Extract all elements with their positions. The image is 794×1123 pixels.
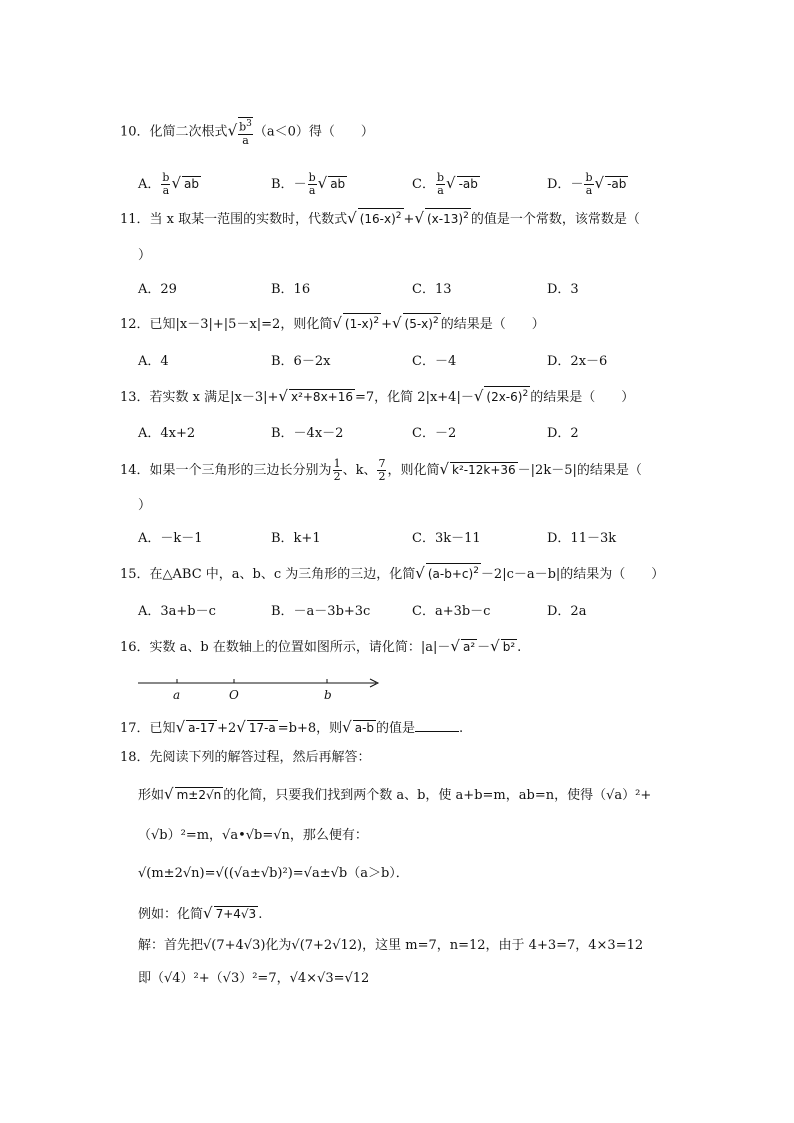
radical-sign-icon: √ [414,209,424,227]
radical-sign-icon: √ [171,174,181,192]
option-b[interactable]: B．－a－3b+3c [271,604,371,619]
question-text: 已知 [149,721,176,736]
label-b: b [324,688,332,702]
option-b[interactable]: B．6－2x [271,354,331,369]
question-14: 14．如果一个三角形的三边长分别为 $\frac{1}{2}$ 、k、 $\frac{7}{2}$ ，则化简√ k²-12k+36 －|2k－5|的结果是（ [120,457,642,483]
radical-sign-icon: √ [164,785,174,803]
option-a[interactable]: A． $\frac{b}{a}$ √ ab [138,171,199,197]
question-condition: （a＜0）得（ ） [253,124,374,140]
radical-sign-icon: √ [446,174,456,192]
question-number: 10． [120,124,150,140]
option-a[interactable]: A．29 [138,282,177,297]
q18-line-3: √(m±2√n)=√((√a±√b)²)=√a±√b（a＞b）． [138,866,409,881]
question-11: 11．当 x 取某一范围的实数时，代数式√ $(16-x)^2$ +√ $(x-13)^2$ 的值是一个常数，该常数是（ [120,209,640,227]
radical-sign-icon: √ [278,387,288,405]
radical-sign-icon: √ [415,564,425,582]
radical-sign-icon: √ [203,904,213,922]
question-15: 15．在△ABC 中，a、b、c 为三角形的三边，化简√ $(a-b+c)^2 -2|c-a-b|$的结果为（ ） [120,564,665,582]
question-text: 先阅读下列的解答过程，然后再解答： [149,750,371,765]
label-o: O [229,688,239,702]
question-12: 12．已知|x－3|+|5－x|=2，则化简√ $(1-x)^2$ +√ $(5-x)^2$ 的结果是（ ） [120,314,545,332]
radical-sign-icon: √ [594,174,605,192]
q18-line-5: 解：首先把√(7+4√3)化为√(7+2√12)，这里 m=7，n=12，由于 4+3=7，4×3=12 [138,938,644,953]
option-d[interactable]: D．－ $\frac{b}{a}$ √ -ab [547,171,627,197]
option-d[interactable]: D．3 [547,282,579,297]
option-b[interactable]: B．k+1 [271,531,321,546]
question-number: 11． [120,212,150,227]
option-c[interactable]: C．－4 [412,354,457,369]
number-line [136,672,386,704]
option-a[interactable]: A．4 [138,354,169,369]
option-d[interactable]: D．2 [547,426,579,441]
question-18 [120,748,371,768]
option-c[interactable]: C．3k－11 [412,531,481,546]
q18-line-6: 即（√4）²+（√3）²=7，√4×√3=√12 [138,971,370,986]
question-number: 14． [120,463,150,478]
radical-sign-icon: √ [347,209,357,227]
question-text: 当 x 取某一范围的实数时，代数式 [149,212,348,227]
option-b[interactable]: B．－ $\frac{b}{a}$ √ ab [271,171,346,197]
question-number: 12． [120,317,150,332]
question-14-continuation: ） [138,498,152,513]
answer-blank[interactable] [415,719,459,732]
question-text: 已知|x－3|+|5－x|=2，则化简 [149,317,333,332]
option-b[interactable]: B．－4x－2 [271,426,344,441]
option-a[interactable]: A．3a+b－c [138,604,216,619]
option-c[interactable]: C． $\frac{b}{a}$ √ -ab [412,171,478,197]
option-b[interactable]: B．16 [271,282,311,297]
question-number: 18． [120,750,150,765]
question-text: 实数 a、b 在数轴上的位置如图所示，请化简：|a|－ [149,640,451,655]
radical-sign-icon: √ [342,718,352,736]
question-text: 化简二次根式 [149,124,228,140]
label-a: a [173,688,181,702]
option-d[interactable]: D．2x－6 [547,354,608,369]
option-c[interactable]: C．13 [412,282,452,297]
q18-line-4: 例如：化简√ 7+4√3 . [138,904,263,922]
question-16: 16．实数 a、b 在数轴上的位置如图所示，请化简：|a|－√ a² －√ b² . [120,637,522,655]
option-d[interactable]: D．11－3k [547,531,617,546]
radical-sign-icon: √ [391,314,402,332]
question-number: 17． [120,721,150,736]
radical-sign-icon: √ [227,121,238,140]
radical-sign-icon: √ [439,460,450,478]
question-text: 在△ABC 中，a、b、c 为三角形的三边，化简 [149,567,416,582]
radicand-fraction: $\frac{b^3}{a}$ [239,119,252,147]
radical-sign-icon: √ [473,387,484,405]
question-text: 若实数 x 满足|x－3|+ [149,390,279,405]
question-13: 13．若实数 x 满足|x－3|+√ x²+8x+16 =7，化简 2|x+4|－√ $(2x-6)^2$ 的结果是（ ） [120,387,635,405]
question-10 [120,117,374,147]
option-a[interactable]: A．－k－1 [138,531,203,546]
radical-sign-icon: √ [450,637,460,655]
radical-sign-icon: √ [236,718,246,736]
radical-sign-icon: √ [317,174,328,192]
option-a[interactable]: A．4x+2 [138,426,196,441]
question-11-continuation: ） [138,248,152,263]
question-number: 15． [120,567,150,582]
question-number: 13． [120,390,150,405]
radical-sign-icon: √ [490,637,500,655]
radical-sign-icon: √ [332,314,342,332]
q18-line-1: 形如√ m±2√n 的化简，只要我们找到两个数 a、b，使 a+b=m，ab=n，使得（√a）²+ [138,785,652,803]
question-text: 如果一个三角形的三边长分别为 [149,463,332,478]
option-d[interactable]: D．2a [547,604,587,619]
option-c[interactable]: C．a+3b－c [412,604,491,619]
option-c[interactable]: C．－2 [412,426,457,441]
question-number: 16． [120,640,150,655]
question-17: 17．已知√ a-17 +2√ 17-a =b+8，则√ a-b 的值是 . [120,718,464,736]
radical-sign-icon: √ [175,718,186,736]
q18-line-2: （√b）²=m，√a•√b=√n，那么便有： [138,828,368,843]
